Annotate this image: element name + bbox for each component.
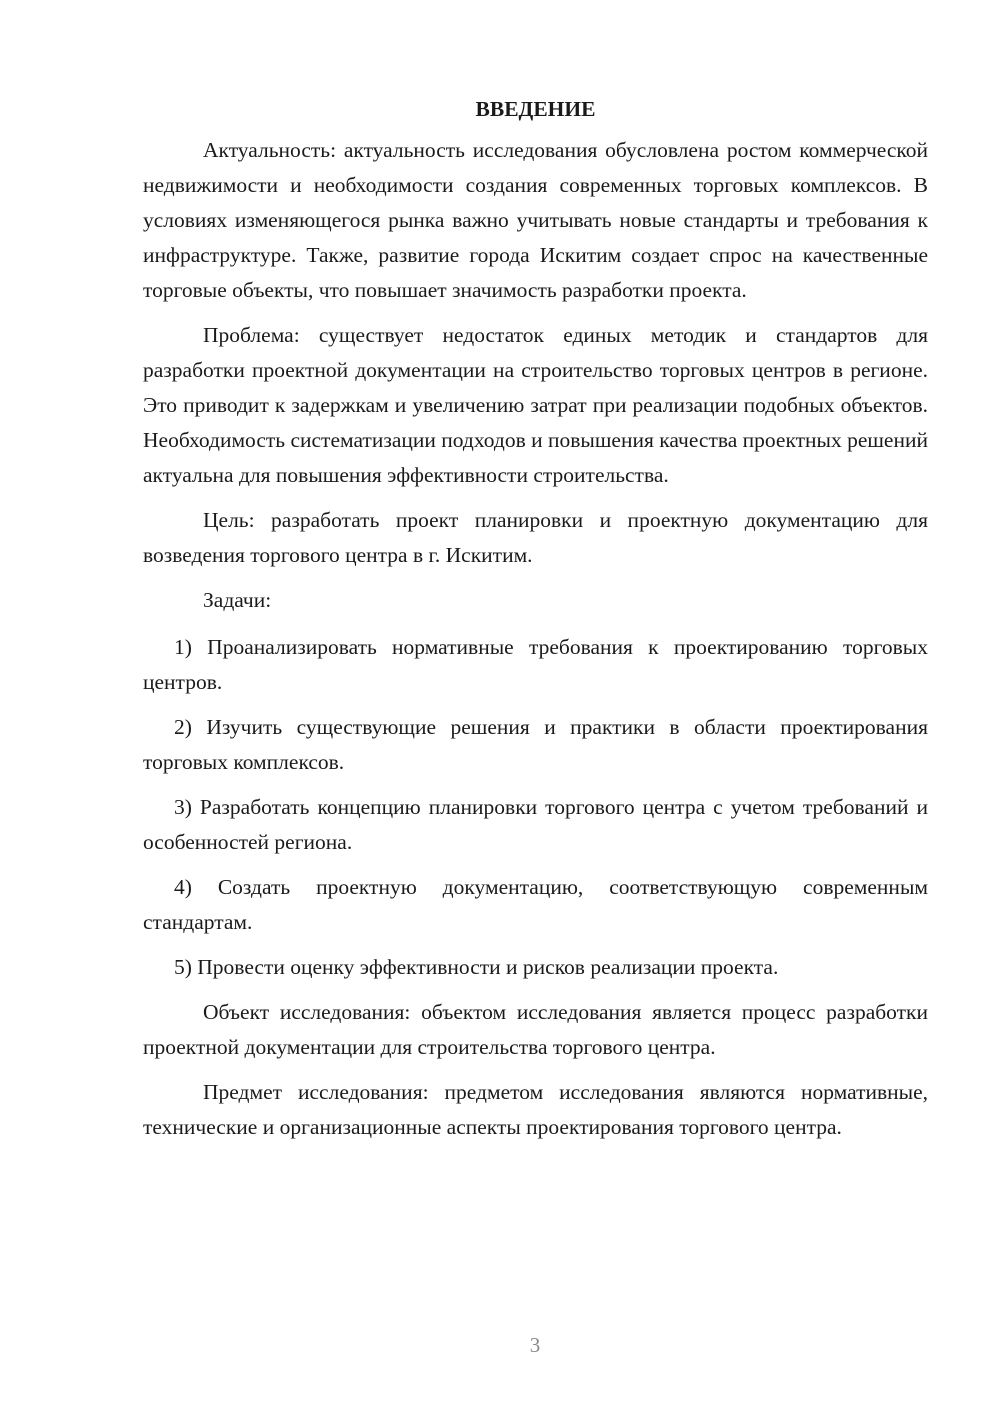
paragraph-problem: Проблема: существует недостаток единых методик и стандартов для разработки проектной документации на строительство торговых центров в регионе. Это приводит к задержкам и увеличению затрат при реализации подобных объектов. Необходимость систематизации подходов и повышения качества проектных решений актуальна для повышения эффективности строительства. [143, 323, 928, 487]
list-item: 4) Создать проектную документацию, соответствующую современным стандартам. [143, 875, 928, 934]
page-number: 3 [529, 1333, 541, 1357]
paragraph-object: Объект исследования: объектом исследования является процесс разработки проектной документации для строительства торгового центра. [143, 1000, 928, 1059]
tasks-label: Задачи: [203, 588, 272, 612]
list-item: 1) Проанализировать нормативные требования к проектированию торговых центров. [143, 635, 928, 694]
document-page [143, 92, 928, 1155]
tasks-list [143, 630, 928, 985]
page-title: ВВЕДЕНИЕ [475, 97, 596, 121]
list-item: 2) Изучить существующие решения и практики в области проектирования торговых комплексов. [143, 715, 928, 774]
list-item: 5) Провести оценку эффективности и рисков реализации проекта. [174, 955, 779, 979]
paragraph-subject: Предмет исследования: предметом исследования являются нормативные, технические и организационные аспекты проектирования торгового центра. [143, 1080, 928, 1139]
paragraph-relevance: Актуальность: актуальность исследования обусловлена ростом коммерческой недвижимости и необходимости создания современных торговых комплексов. В условиях изменяющегося рынка важно учитывать новые стандарты и требования к инфраструктуре. Также, развитие города Искитим создает спрос на качественные торговые объекты, что повышает значимость разработки проекта. [143, 138, 928, 302]
list-item: 3) Разработать концепцию планировки торгового центра с учетом требований и особенностей региона. [143, 795, 928, 854]
paragraph-goal: Цель: разработать проект планировки и проектную документацию для возведения торгового центра в г. Искитим. [143, 508, 928, 567]
